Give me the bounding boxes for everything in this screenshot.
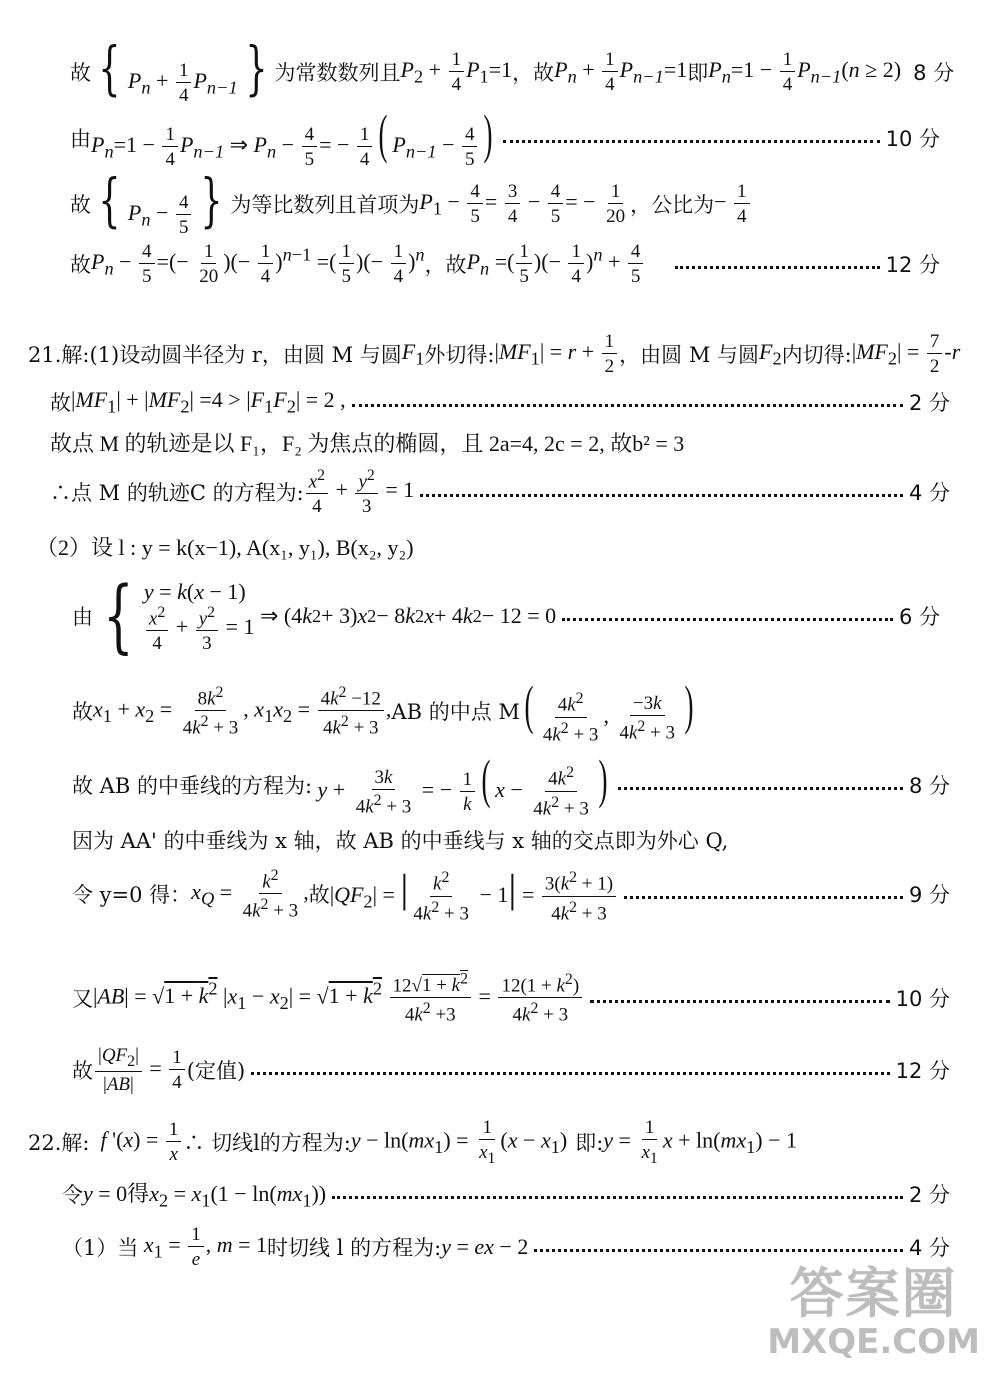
text-prefix: 故 xyxy=(70,193,91,217)
text-prefix: 故 xyxy=(72,700,93,724)
score-label: 12 分 xyxy=(895,1059,950,1083)
line-15: 又 $|AB| = √1 + k^2$ $|x_1 - x_2| = √1 + k^2$ $\frac{12√1 + k^2}{4k^2 +3}$ = $\frac{12(1 + k^2)}{4k^2 + 3}$ 10 分 xyxy=(72,970,950,1026)
line-3: 故 { $P_n$ − $\frac{4}{5}$ } 为等比数列且首项为 $P_1$ − $\frac{4}{5}$ = $\frac{3}{4}$ − $\frac{4}{5}$ = − $\frac{1}{20}$ ，公比为 − $\frac{1}{4}$ xyxy=(70,184,940,224)
text-mid: 外切得: xyxy=(424,343,495,367)
text-mid: ，故 xyxy=(424,253,467,277)
text-mid3: 内切得: xyxy=(781,343,852,367)
line-14: 令 y=0 得： $x_Q$ = $\frac{k^2}{4k^2 + 3}$ , 故 $|QF_2|$ = | $\frac{k^2}{4k^2 + 3}$ − 1| = $\frac{3(k^2 + 1)}{4k^2 + 3}$ 9 分 xyxy=(72,865,950,925)
text-prefix: （1）当 xyxy=(62,1236,139,1260)
score-label: 10 分 xyxy=(895,987,950,1011)
text-mid: 为常数数列且 xyxy=(274,61,401,85)
text-prefix: 故 xyxy=(70,61,91,85)
text-prefix: ∴点 M 的轨迹C 的方程为: xyxy=(50,481,304,505)
text-mid2: ，公比为 xyxy=(630,193,715,217)
text-mid: AB 的中点 M xyxy=(391,700,520,724)
site-watermark xyxy=(767,1251,980,1362)
text-mid: 为等比数列且首项为 xyxy=(230,193,420,217)
problem-22-heading: 22.解: xyxy=(28,1131,90,1155)
score-label: 2 分 xyxy=(908,391,950,415)
line-1: 故 { $P_n$ + $\frac{1}{4}$ $P_{n-1}$ } 为常数数列且 $P_2$ + $\frac{1}{4}$ $P_1=1$ ，故 $P_n$ + $\frac{1}{4}$ $P_{n-1}=1$ 即 $P_n=1$ − $\frac{1}{4}$ $P_{n-1}(n \ge 2)$ 8 分 xyxy=(70,34,955,106)
score-label: 10 分 xyxy=(885,127,940,151)
leader-dots xyxy=(618,787,903,790)
score-label: 8 分 xyxy=(913,61,955,85)
text-ellipse-statement: 故点 M 的轨迹是以 F₁，F₂ 为焦点的椭圆，且 2a=4, 2c = 2, 故b² = 3 xyxy=(50,430,685,456)
text-prefix: 故 xyxy=(72,1059,93,1083)
problem-21-heading: 21.解:(1)设动圆半径为 r，由圆 M 与圆 xyxy=(28,343,402,367)
leader-dots xyxy=(624,896,903,899)
score-label: 4 分 xyxy=(908,1236,950,1260)
leader-dots xyxy=(503,140,879,143)
text-circumcenter-note: 因为 AA' 的中垂线为 x 轴，故 AB 的中垂线与 x 轴的交点即为外心 Q, xyxy=(72,829,729,853)
leader-dots xyxy=(251,1072,889,1075)
watermark-url: MXQE.COM xyxy=(767,1322,980,1362)
score-label: 4 分 xyxy=(908,481,950,505)
text-prefix: 由 xyxy=(72,605,93,629)
text-mid2: ，由圆 M 与圆 xyxy=(619,343,759,367)
text-prefix: 由 xyxy=(70,127,91,151)
leader-dots xyxy=(562,618,893,621)
text-mid: 故 xyxy=(308,883,330,907)
text-mid: ∴ 切线l的方程为: xyxy=(183,1131,351,1155)
leader-dots xyxy=(332,1196,903,1199)
leader-dots xyxy=(352,404,903,407)
text-prefix: 令 xyxy=(62,1183,83,1207)
text-mid3: 即 xyxy=(687,61,709,85)
line-16: 故 $\frac{|QF_2|}{|AB|}$ = $\frac{1}{4}$ (定值) 12 分 xyxy=(72,1044,950,1096)
watermark-logo-text: 答案圈 xyxy=(789,1262,958,1325)
score-label: 6 分 xyxy=(898,605,940,629)
text-prefix: 故 AB 的中垂线的方程为: xyxy=(72,774,313,798)
line-19: （1）当 $x_1$ = $\frac{1}{e}$ , m = 1 时切线 l 的方程为: y = ex − 2 4 分 xyxy=(62,1224,950,1270)
line-7 xyxy=(50,422,950,462)
score-label: 2 分 xyxy=(908,1183,950,1207)
text-prefix: 令 y=0 得： xyxy=(72,883,192,907)
line-17: 22.解: f '(x) = $\frac{1}{x}$ ∴ 切线l的方程为: $y - \ln(mx_1)$ = $\frac{1}{x_1}$ $(x - x_1)$ 即: y = $\frac{1}{x_1}$ $x + \ln(mx_1) - 1$ xyxy=(28,1116,798,1167)
leader-dots xyxy=(675,266,879,269)
leader-dots xyxy=(420,494,903,497)
text-mid: (定值) xyxy=(186,1059,246,1083)
line-6: 故 $|MF_1| + |MF_2| =4 > |F_1F_2| = 2$ , 2 分 xyxy=(50,386,950,417)
score-label: 9 分 xyxy=(908,883,950,907)
line-5: 21.解:(1)设动圆半径为 r，由圆 M 与圆 $F_1$ 外切得: $|MF_1| = r$ + $\frac{1}{2}$ ，由圆 M 与圆 $F_2$ 内切得: $|MF_2|$ = $\frac{7}{2}$ -r xyxy=(28,331,961,377)
line-8: ∴点 M 的轨迹C 的方程为: $\frac{x^2}{4}$ + $\frac{y^2}{3}$ = 1 4 分 xyxy=(50,466,950,518)
text-mid2: 即: xyxy=(575,1131,604,1155)
leader-dots xyxy=(590,1000,889,1003)
text-prefix: 又 xyxy=(72,987,93,1011)
line-4: 故 $P_n$ − $\frac{4}{5}$ =(− $\frac{1}{20}$ )(− $\frac{1}{4}$ )$^{n-1}$ =( $\frac{1}{5}$ )(− $\frac{1}{4}$ )$^n$ ，故 $P_n$ =( $\frac{1}{5}$ )(− $\frac{1}{4}$ )$^n$ + $\frac{4}{5}$ 12 分 xyxy=(70,241,940,287)
line-10: 由 { y = k(x − 1) $\frac{x^2}{4}$ + $\frac{y^2}{3}$ = 1 ⇒ (4 k 2 + 3) x 2 − 8 k 2 x + 4 k 2 − 12 = 0 6 分 xyxy=(72,569,940,662)
line-13 xyxy=(72,820,950,860)
score-label: 8 分 xyxy=(908,774,950,798)
line-2: 由 $P_n=1$ − $\frac{1}{4}$ $P_{n-1}$ ⇒ $P_n$ − $\frac{4}{5}$ = − $\frac{1}{4}$ ( $P_{n-1}$ − $\frac{4}{5}$ ) 10 分 xyxy=(70,104,940,170)
text-part-2-setup: （2）设 l : y = k(x−1), A(x₁, y₁), B(x₂, y₂) xyxy=(36,534,414,560)
line-9 xyxy=(36,526,950,566)
text-mid2: ，故 xyxy=(512,61,555,85)
score-label: 12 分 xyxy=(885,253,940,277)
text-prefix: 故 xyxy=(70,253,91,277)
line-11: 故 $x_1 + x_2$ = $\frac{8k^2}{4k^2 + 3}$ , $x_1x_2$ = $\frac{4k^2 -12}{4k^2 + 3}$ , AB 的中点 M ( $\frac{4k^2}{4k^2 + 3}$ , $\frac{-3k}{4k^2 + 3}$ ) xyxy=(72,674,694,746)
text-prefix: 故 xyxy=(50,391,71,415)
line-18: 令 y = 0得$x_2 = x_1(1 - \ln(mx_1))$ 2 分 xyxy=(62,1180,950,1211)
line-12: 故 AB 的中垂线的方程为: y + $\frac{3k}{4k^2 + 3}$ = − $\frac{1}{k}$ ( x − $\frac{4k^2}{4k^2 + 3}$ ) 8 分 xyxy=(72,748,950,820)
text-mid: 时切线 l 的方程为: xyxy=(267,1236,442,1260)
